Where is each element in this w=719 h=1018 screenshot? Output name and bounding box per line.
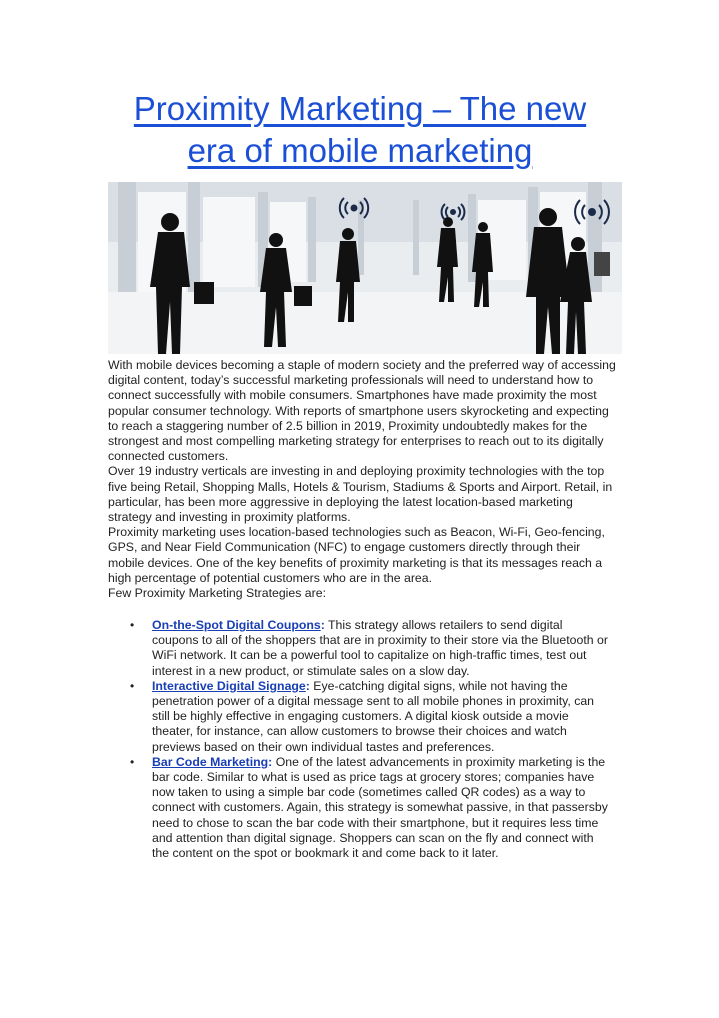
strategy-link[interactable]: On-the-Spot Digital Coupons <box>152 618 321 632</box>
paragraph: Proximity marketing uses location-based technologies such as Beacon, Wi-Fi, Geo-fencing, GPS, and Near Field Communication (NFC) to engage customers directly through their mobile devices. One of the key benefits of proximity marketing is that its messages reach a high percentage of potential customers who are in the area. <box>108 525 605 585</box>
list-item <box>130 679 608 755</box>
strategy-description: This strategy allows retailers to send digital coupons to all of the shoppers that are in proximity to their store via the Bluetooth or WiFi network. It can be a powerful tool to capitalize on high-traffic times, test out interest in a new product, or stimulate sales on a slow day. <box>152 618 608 678</box>
paragraph: With mobile devices becoming a staple of modern society and the preferred way of accessing digital content, today’s successful marketing professionals will need to understand how to connect successfully with mobile consumers. Smartphones have made proximity the most popular consumer technology. With reports of smartphone users skyrocketing and expecting to reach a staggering number of 2.5 billion in 2019, Proximity undoubtedly makes for the strongest and most compelling marketing strategy for enterprises to reach out to its digitally connected customers. <box>108 358 616 464</box>
bullet-icon: • <box>130 754 135 769</box>
list-item <box>130 618 608 679</box>
colon: : <box>268 754 273 769</box>
bullet-icon: • <box>130 618 135 632</box>
list-item <box>130 755 608 861</box>
strategy-description: Eye-catching digital signs, while not having the penetration power of a digital message sent to all mobile phones in proximity, can still be highly effective in engaging customers. A digital kiosk outside a movie theater, for instance, can allow customers to browse their choices and watch previews based on their own individual tastes and preferences. <box>152 678 595 754</box>
hero-image <box>108 182 622 354</box>
title-line-1: Proximity Marketing – The new <box>133 90 587 127</box>
title-line-2: era of mobile marketing <box>187 132 533 169</box>
colon: : <box>305 678 310 693</box>
strategy-list <box>130 618 608 861</box>
strategy-description: One of the latest advancements in proximity marketing is the bar code. Similar to what is used as price tags at grocery stores; companies have now taken to using a simple bar code (sometimes called QR codes) as a way to connect with customers. Again, this strategy is somewhat passive, in that passersby need to chose to scan the bar code with their smartphone, but it requires less time and attention than digital signage. Shoppers can scan on the fly and connect with the content on the spot or bookmark it and come back to it later. <box>152 754 608 861</box>
page-title <box>60 88 660 172</box>
paragraph: Few Proximity Marketing Strategies are: <box>108 586 326 601</box>
bullet-icon: • <box>130 678 135 693</box>
strategy-link[interactable]: Bar Code Marketing <box>152 754 269 769</box>
strategy-link[interactable]: Interactive Digital Signage <box>152 678 306 693</box>
colon: : <box>320 618 325 632</box>
article-body <box>108 358 618 601</box>
paragraph: Over 19 industry verticals are investing in and deploying proximity technologies with the top five being Retail, Shopping Malls, Hotels & Tourism, Stadiums & Sports and Airport. Retail, in particular, has been more aggressive in deploying the latest location-based marketing strategy and investing in proximity platforms. <box>108 464 613 525</box>
